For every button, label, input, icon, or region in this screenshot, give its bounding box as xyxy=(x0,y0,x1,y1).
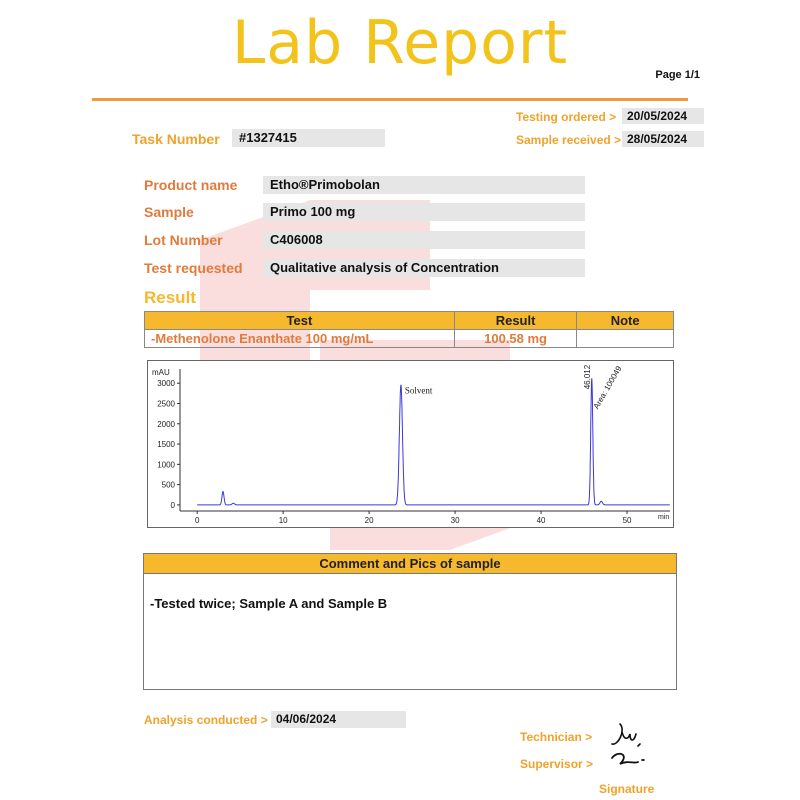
testing-ordered-date: 20/05/2024 xyxy=(622,108,704,124)
chromatogram xyxy=(147,360,674,528)
y-tick-label: 3000 xyxy=(157,379,175,389)
chromatogram-svg xyxy=(148,361,673,527)
x-tick-label: 50 xyxy=(622,516,632,525)
y-axis-label: mAU xyxy=(152,368,170,377)
y-tick-label: 1500 xyxy=(157,440,175,450)
solvent-annotation: Solvent xyxy=(404,385,433,396)
result-value-cell: 100.58 mg xyxy=(454,330,577,348)
analysis-date: 04/06/2024 xyxy=(271,711,406,728)
product-name-value: Etho®Primobolan xyxy=(263,176,585,194)
analysis-conducted-label: Analysis conducted > xyxy=(144,713,268,727)
sample-received-date: 28/05/2024 xyxy=(622,131,704,147)
signature-image xyxy=(608,720,658,775)
y-tick-label: 500 xyxy=(161,480,175,490)
result-heading: Result xyxy=(144,288,196,307)
testing-ordered-label: Testing ordered > xyxy=(516,110,617,124)
report-title: Lab Report xyxy=(231,8,569,78)
test-requested-value: Qualitative analysis of Concentration xyxy=(263,259,585,277)
test-requested-label: Test requested xyxy=(144,260,243,276)
sample-value: Primo 100 mg xyxy=(263,203,585,221)
y-tick-label: 0 xyxy=(170,500,175,510)
result-note-cell xyxy=(577,330,674,348)
header-divider xyxy=(92,98,688,101)
task-number-value: #1327415 xyxy=(232,129,385,147)
comment-heading: Comment and Pics of sample xyxy=(144,554,676,574)
lot-number-value: C406008 xyxy=(263,231,585,249)
x-tick-label: 40 xyxy=(536,516,546,525)
sample-received-label: Sample received > xyxy=(516,133,622,147)
y-tick-label: 2000 xyxy=(157,419,175,429)
supervisor-label: Supervisor > xyxy=(520,757,594,771)
header-note: Note xyxy=(577,312,674,330)
task-number-label: Task Number xyxy=(132,131,220,147)
y-tick-label: 1000 xyxy=(157,460,175,470)
y-tick-label: 2500 xyxy=(157,399,175,409)
x-tick-label: 30 xyxy=(450,516,460,525)
x-tick-label: 0 xyxy=(194,516,200,525)
result-test-cell: -Methenolone Enanthate 100 mg/mL xyxy=(145,330,455,348)
comment-text: -Tested twice; Sample A and Sample B xyxy=(150,596,388,611)
header-result: Result xyxy=(454,312,577,330)
product-name-label: Product name xyxy=(144,177,238,193)
page-number: Page 1/1 xyxy=(655,69,700,81)
retention-time-annotation: 46.012 xyxy=(582,364,592,390)
header-test: Test xyxy=(145,312,455,330)
signature-label: Signature xyxy=(599,782,655,796)
comment-box xyxy=(143,553,677,690)
x-tick-label: 20 xyxy=(364,516,374,525)
lot-number-label: Lot Number xyxy=(144,232,223,248)
area-annotation: Area: 100049 xyxy=(591,364,624,411)
x-axis-label: min xyxy=(658,514,670,521)
x-tick-label: 10 xyxy=(278,516,288,525)
result-table xyxy=(144,311,674,348)
sample-label: Sample xyxy=(144,204,194,220)
technician-label: Technician > xyxy=(520,730,593,744)
